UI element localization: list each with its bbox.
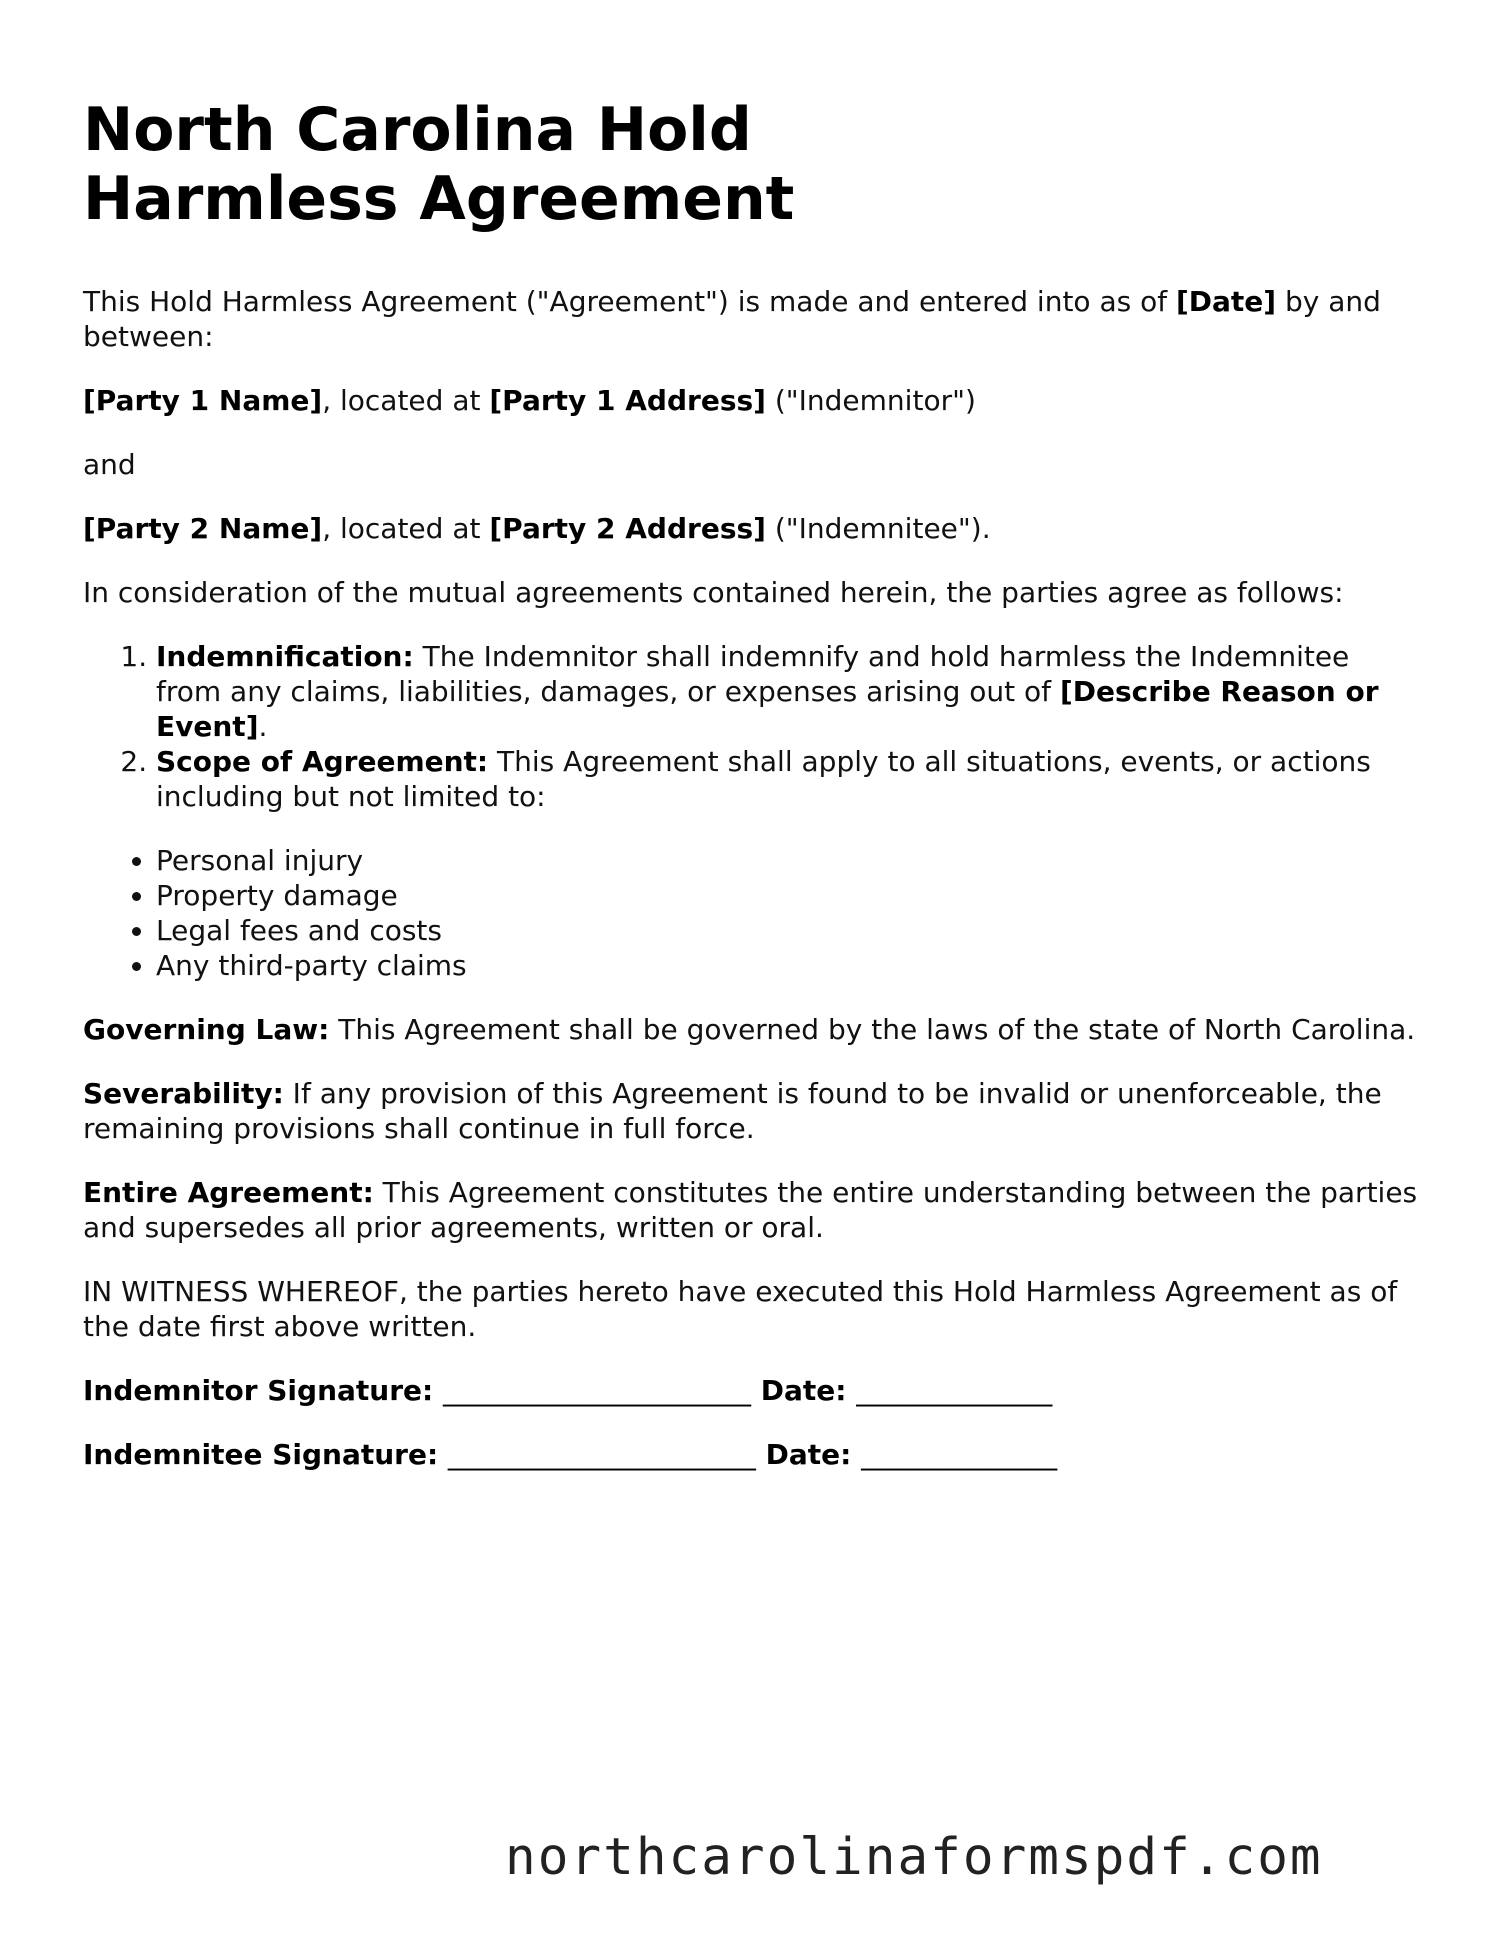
clauses-list [83,639,1423,814]
clause-scope: 2. Scope of Agreement: This Agreement shall apply to all situations, events, or actions including but not limited to: [156,744,1423,814]
document-title: North Carolina Hold Harmless Agreement [83,95,795,234]
list-item: • Legal fees and costs [156,913,1423,948]
list-item: • Personal injury [156,843,1423,878]
severability-paragraph: Severability: If any provision of this Agreement is found to be invalid or unenforceable, the remaining provisions shall continue in full force. [83,1077,1382,1145]
governing-law-paragraph: Governing Law: This Agreement shall be governed by the laws of the state of North Carolina. [83,1013,1416,1046]
indemnitee-signature-line: Indemnitee Signature: ______________________ Date: ______________ [83,1438,1058,1471]
list-item: • Any third-party claims [156,948,1423,983]
intro-paragraph: This Hold Harmless Agreement ("Agreement") is made and entered into as of [Date] by and between: [83,285,1381,353]
party-1-line: [Party 1 Name], located at [Party 1 Address] ("Indemnitor") [83,384,976,417]
and-text: and [83,448,136,481]
party-2-line: [Party 2 Name], located at [Party 2 Address] ("Indemnitee"). [83,512,991,545]
party-1-address: [Party 1 Address] [489,384,766,417]
entire-agreement-paragraph: Entire Agreement: This Agreement constitutes the entire understanding between the parties and supersedes all prior agreements, written or oral. [83,1176,1418,1244]
document-page [83,96,1423,1472]
indemnitor-date-blank[interactable]: ______________ [856,1374,1053,1407]
indemnitee-date-blank[interactable]: ______________ [861,1438,1058,1471]
date-placeholder: [Date] [1175,285,1277,318]
indemnitor-signature-blank[interactable]: ______________________ [442,1374,751,1407]
indemnitor-signature-line: Indemnitor Signature: ______________________ Date: ______________ [83,1374,1053,1407]
indemnitee-signature-blank[interactable]: ______________________ [447,1438,756,1471]
list-item: • Property damage [156,878,1423,913]
witness-paragraph: IN WITNESS WHEREOF, the parties hereto have executed this Hold Harmless Agreement as of the date first above written. [83,1275,1398,1343]
scope-items-list [83,843,1423,983]
party-2-address: [Party 2 Address] [489,512,766,545]
party-2-name: [Party 2 Name] [83,512,323,545]
party-1-name: [Party 1 Name] [83,384,323,417]
reason-placeholder: [Describe Reason or Event] [156,675,1379,743]
consideration-paragraph: In consideration of the mutual agreements contained herein, the parties agree as follows: [83,576,1344,609]
clause-indemnification: 1. Indemnification: The Indemnitor shall indemnify and hold harmless the Indemnitee from any claims, liabilities, damages, or expenses arising out of [Describe Reason or Event]. [156,639,1423,744]
site-watermark: northcarolinaformspdf.com [505,1828,1323,1887]
